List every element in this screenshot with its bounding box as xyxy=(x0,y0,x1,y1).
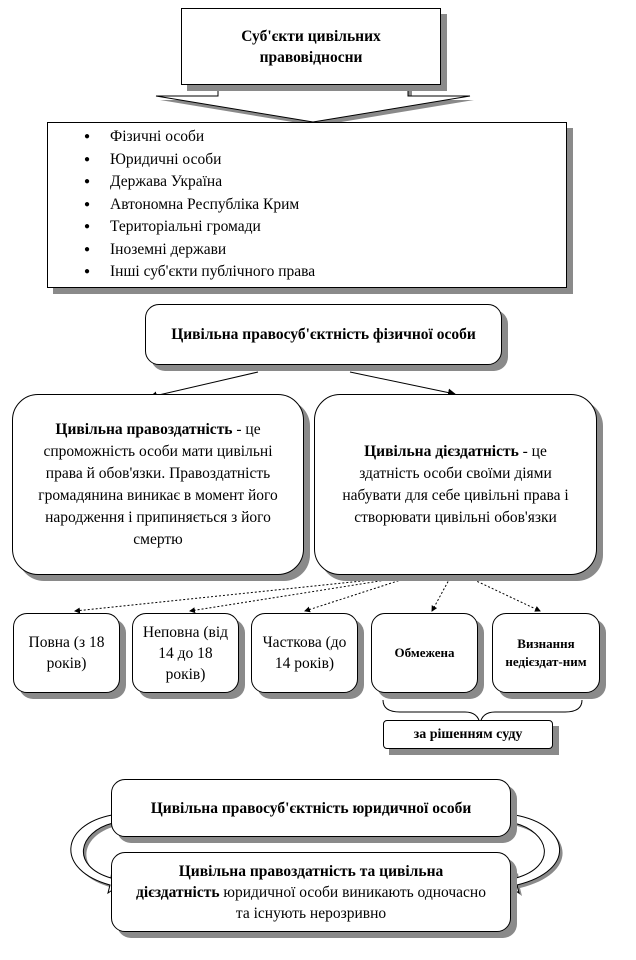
type-full-box xyxy=(13,613,120,693)
type-incomplete-label: Неповна (від 14 до 18 років) xyxy=(142,623,229,683)
legal-capacity-definition: - це спроможність особи мати цивільні права й обов'язки. Правоздатність громадянина виникає в момент його народження і припиняється з його смертю xyxy=(38,420,278,548)
active-capacity-box xyxy=(314,394,597,575)
subjects-list xyxy=(78,126,566,284)
legal-capacity-term: Цивільна правоздатність xyxy=(55,420,233,438)
type-full-label: Повна (з 18 років) xyxy=(28,634,105,672)
subjects-title-box xyxy=(181,8,441,85)
list-item: ● Юридичні особи xyxy=(78,149,566,172)
subjects-list-box xyxy=(47,122,567,288)
natural-person-title: Цивільна правосуб'єктність фізичної особи xyxy=(171,326,476,343)
list-item: ● Автономна Республіка Крим xyxy=(78,194,566,217)
list-item: ● Інші суб'єкти публічного права xyxy=(78,261,566,284)
legal-capacity-text xyxy=(27,419,289,551)
arrow-to-active-capacity xyxy=(350,372,455,394)
arrow-to-type-incapable xyxy=(470,578,540,611)
active-capacity-text xyxy=(333,441,578,529)
arrow-to-type-incomplete xyxy=(190,577,405,611)
legal-entity-description: Цивільна правоздатність та цивільна дієздатність юридичної особи виникають одночасно та існують нерозривно xyxy=(136,862,486,922)
type-limited-label: Обмежена xyxy=(394,645,455,660)
type-incapable-label: Визнання недієздат-ним xyxy=(505,636,587,669)
list-item: ● Територіальні громади xyxy=(78,216,566,239)
list-item: ● Іноземні держави xyxy=(78,239,566,262)
type-partial-box xyxy=(251,613,358,693)
legal-entity-title-box xyxy=(111,779,511,837)
legal-entity-title: Цивільна правосуб'єктність юридичної особи xyxy=(150,799,472,817)
arrow-to-type-full xyxy=(75,577,400,611)
type-partial-label: Часткова (до 14 років) xyxy=(262,634,347,672)
natural-person-title-box xyxy=(145,304,502,365)
list-item: ● Фізичні особи xyxy=(78,126,566,149)
active-capacity-definition: - це здатність особи своїми діями набувати для себе цивільні права і створювати цивільні обов'язки xyxy=(342,442,569,526)
active-capacity-term: Цивільна дієздатність xyxy=(364,442,519,460)
type-incomplete-box xyxy=(132,613,239,693)
list-item: ● Держава Україна xyxy=(78,171,566,194)
subjects-title: Суб'єкти цивільних правовідносни xyxy=(241,27,381,66)
court-decision-box xyxy=(383,720,553,749)
legal-entity-description-box xyxy=(111,852,511,932)
down-arrow-icon xyxy=(156,86,474,126)
type-limited-box xyxy=(371,613,478,693)
arrow-to-type-limited xyxy=(432,578,450,611)
arrow-to-type-partial xyxy=(305,577,410,611)
legal-capacity-box xyxy=(12,394,304,575)
court-decision-label: за рішенням суду xyxy=(413,726,523,742)
type-incapable-box xyxy=(492,613,600,693)
